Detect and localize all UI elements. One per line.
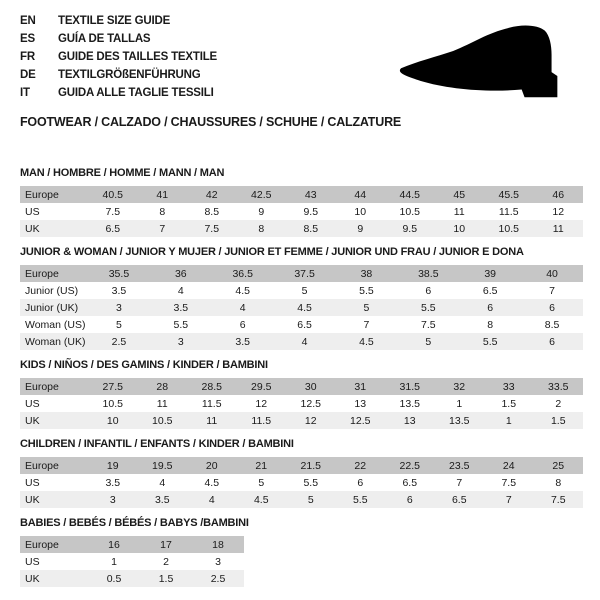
size-cell: 12 [255, 397, 268, 410]
size-cell: 5.5 [352, 493, 368, 506]
size-cell: 8 [555, 476, 562, 489]
size-cell: 3.5 [105, 476, 121, 489]
size-cell: 38.5 [418, 267, 439, 280]
size-cell: 6.5 [482, 284, 498, 297]
size-cell: 28.5 [201, 380, 222, 393]
size-cell: 4.5 [297, 301, 312, 314]
language-code: FR [20, 51, 35, 63]
size-cell: 5 [425, 335, 432, 348]
size-cell: 29.5 [251, 380, 272, 393]
size-cell: 39 [484, 267, 497, 280]
row-label: Woman (US) [25, 318, 86, 331]
row-label: UK [25, 493, 40, 506]
size-cell: 9 [258, 205, 265, 218]
table-row [20, 536, 244, 553]
size-cell: 42 [205, 188, 218, 201]
size-cell: 36 [174, 267, 187, 280]
size-cell: 8.5 [204, 205, 220, 218]
size-cell: 1.5 [501, 397, 517, 410]
size-cell: 17 [160, 538, 172, 551]
size-cell: 6 [549, 335, 555, 348]
row-label: Europe [25, 267, 59, 280]
size-cell: 45 [453, 188, 466, 201]
size-cell: 4.5 [253, 493, 269, 506]
size-cell: 32 [453, 380, 466, 393]
size-cell: 22 [354, 459, 367, 472]
size-cell: 16 [108, 538, 120, 551]
size-cell: 24 [502, 459, 515, 472]
size-table [20, 536, 244, 587]
size-cell: 5.5 [421, 301, 436, 314]
size-cell: 3.5 [173, 301, 189, 314]
size-cell: 11 [552, 222, 564, 235]
language-code: EN [20, 15, 36, 27]
size-cell: 7.5 [421, 318, 436, 331]
row-label: UK [25, 222, 40, 235]
size-cell: 7 [456, 476, 463, 489]
size-cell: 33 [502, 380, 515, 393]
table-row [20, 282, 583, 299]
size-cell: 30 [304, 380, 317, 393]
size-cell: 25 [552, 459, 565, 472]
language-label: GUÍA DE TALLAS [58, 33, 151, 45]
size-cell: 6 [357, 476, 364, 489]
table-row [20, 378, 583, 395]
size-cell: 3 [116, 301, 122, 314]
size-cell: 3.5 [235, 335, 250, 348]
size-cell: 18 [212, 538, 224, 551]
size-cell: 11.5 [251, 414, 272, 427]
size-table [20, 457, 583, 508]
language-label: TEXTILE SIZE GUIDE [58, 15, 171, 27]
size-cell: 2 [163, 555, 169, 568]
size-cell: 12.5 [350, 414, 371, 427]
size-cell: 7.5 [204, 222, 220, 235]
row-label: Europe [25, 188, 59, 201]
size-cell: 1.5 [158, 572, 174, 585]
table-row [20, 203, 583, 220]
size-cell: 7 [363, 318, 370, 331]
tables-container [20, 167, 583, 587]
size-table-title: JUNIOR & WOMAN / JUNIOR Y MUJER / JUNIOR ET FEMME / JUNIOR UND FRAU / JUNIOR E DONA [20, 246, 524, 258]
size-cell: 31 [354, 380, 367, 393]
size-cell: 45.5 [498, 188, 519, 201]
size-cell: 6 [549, 301, 555, 314]
size-table-title: BABIES / BEBÉS / BÉBÉS / BABYS /BAMBINI [20, 517, 249, 529]
size-cell: 28 [156, 380, 169, 393]
size-cell: 43 [304, 188, 317, 201]
size-cell: 3 [177, 335, 184, 348]
table-row [20, 412, 583, 429]
language-label: TEXTILGRÖßENFÜHRUNG [58, 69, 201, 81]
size-cell: 2.5 [111, 335, 127, 348]
size-cell: 7.5 [550, 493, 566, 506]
row-label: US [25, 555, 40, 568]
size-cell: 3.5 [111, 284, 127, 297]
size-cell: 22.5 [399, 459, 420, 472]
size-table-section [20, 517, 583, 587]
size-cell: 40.5 [102, 188, 123, 201]
size-cell: 4.5 [204, 476, 220, 489]
size-table [20, 378, 583, 429]
row-label: Junior (US) [25, 284, 79, 297]
size-cell: 5.5 [482, 335, 498, 348]
size-cell: 42.5 [251, 188, 272, 201]
size-cell: 19 [106, 459, 119, 472]
size-cell: 13.5 [449, 414, 470, 427]
size-cell: 4.5 [359, 335, 374, 348]
size-table-section [20, 246, 583, 350]
table-row [20, 553, 244, 570]
size-cell: 44 [354, 188, 367, 201]
size-cell: 20 [205, 459, 218, 472]
size-cell: 27.5 [102, 380, 123, 393]
size-cell: 46 [552, 188, 565, 201]
table-row [20, 474, 583, 491]
size-cell: 8 [258, 222, 265, 235]
size-cell: 3 [109, 493, 116, 506]
size-cell: 5.5 [173, 318, 189, 331]
size-cell: 10 [354, 205, 367, 218]
size-cell: 23.5 [449, 459, 470, 472]
row-label: Europe [25, 380, 59, 393]
size-cell: 6 [239, 318, 246, 331]
size-table-section [20, 438, 583, 508]
size-cell: 9 [357, 222, 364, 235]
size-cell: 12 [552, 205, 565, 218]
size-cell: 6.5 [451, 493, 467, 506]
size-cell: 7.5 [501, 476, 517, 489]
size-cell: 7 [159, 222, 166, 235]
size-cell: 5 [258, 476, 265, 489]
size-cell: 11 [206, 414, 218, 427]
size-cell: 4 [177, 284, 184, 297]
size-table-title: KIDS / NIÑOS / DES GAMINS / KINDER / BAMBINI [20, 359, 268, 371]
row-label: US [25, 397, 40, 410]
language-label: GUIDE DES TAILLES TEXTILE [58, 51, 217, 63]
size-cell: 1 [111, 555, 117, 568]
size-cell: 5 [363, 301, 370, 314]
size-cell: 31.5 [399, 380, 420, 393]
size-cell: 3 [215, 555, 221, 568]
size-cell: 6.5 [297, 318, 312, 331]
size-cell: 38 [360, 267, 373, 280]
size-cell: 13 [403, 414, 416, 427]
language-code: DE [20, 69, 36, 81]
size-cell: 13.5 [399, 397, 420, 410]
size-cell: 19.5 [152, 459, 173, 472]
shoe-icon [392, 22, 578, 104]
size-cell: 10 [453, 222, 466, 235]
size-table-title: CHILDREN / INFANTIL / ENFANTS / KINDER / BAMBINI [20, 438, 294, 450]
size-cell: 11 [156, 397, 168, 410]
size-cell: 12.5 [300, 397, 321, 410]
size-cell: 2 [555, 397, 562, 410]
row-label: UK [25, 572, 40, 585]
size-cell: 5.5 [359, 284, 374, 297]
language-label: GUIDA ALLE TAGLIE TESSILI [58, 87, 214, 99]
size-cell: 5.5 [303, 476, 319, 489]
row-label: Europe [25, 459, 59, 472]
size-cell: 8.5 [544, 318, 560, 331]
size-table [20, 265, 583, 350]
size-cell: 7 [505, 493, 512, 506]
size-cell: 1.5 [550, 414, 566, 427]
row-label: Woman (UK) [25, 335, 86, 348]
size-cell: 2.5 [210, 572, 226, 585]
size-cell: 7.5 [105, 205, 121, 218]
size-cell: 1 [505, 414, 512, 427]
table-row [20, 491, 583, 508]
size-cell: 5 [301, 284, 308, 297]
language-code: IT [20, 87, 30, 99]
table-row [20, 316, 583, 333]
size-cell: 10 [106, 414, 119, 427]
row-label: Junior (UK) [25, 301, 79, 314]
size-cell: 40 [546, 267, 558, 280]
size-cell: 35.5 [108, 267, 130, 280]
size-cell: 21 [255, 459, 268, 472]
size-cell: 4 [239, 301, 246, 314]
size-cell: 12 [304, 414, 317, 427]
size-cell: 8 [487, 318, 494, 331]
size-table-section [20, 359, 583, 429]
table-row [20, 395, 583, 412]
size-table [20, 186, 583, 237]
size-cell: 5 [307, 493, 314, 506]
size-cell: 6 [425, 284, 432, 297]
size-cell: 6 [487, 301, 494, 314]
table-row [20, 299, 583, 316]
size-cell: 8 [159, 205, 166, 218]
size-cell: 6 [406, 493, 413, 506]
size-cell: 4 [301, 335, 308, 348]
size-cell: 4.5 [235, 284, 250, 297]
size-cell: 0.5 [106, 572, 122, 585]
size-cell: 9.5 [303, 205, 319, 218]
size-cell: 5 [116, 318, 122, 331]
size-cell: 8.5 [303, 222, 319, 235]
size-cell: 10.5 [152, 414, 173, 427]
size-cell: 11.5 [201, 397, 222, 410]
size-cell: 6.5 [105, 222, 121, 235]
language-code: ES [20, 33, 35, 45]
size-cell: 1 [456, 397, 463, 410]
size-cell: 21.5 [300, 459, 321, 472]
row-label: UK [25, 414, 40, 427]
size-cell: 41 [156, 188, 169, 201]
row-label: Europe [25, 538, 59, 551]
size-cell: 36.5 [232, 267, 253, 280]
size-cell: 10.5 [399, 205, 420, 218]
table-row [20, 265, 583, 282]
size-table-section [20, 167, 583, 237]
size-table-title: MAN / HOMBRE / HOMME / MANN / MAN [20, 167, 225, 179]
size-cell: 4 [159, 476, 166, 489]
table-row [20, 220, 583, 237]
size-cell: 4 [208, 493, 215, 506]
table-row [20, 570, 244, 587]
size-cell: 9.5 [402, 222, 418, 235]
size-cell: 44.5 [399, 188, 420, 201]
size-cell: 33.5 [548, 380, 569, 393]
size-cell: 11 [453, 205, 465, 218]
size-cell: 10.5 [102, 397, 123, 410]
size-cell: 7 [549, 284, 555, 297]
size-cell: 3.5 [154, 493, 170, 506]
category-heading: FOOTWEAR / CALZADO / CHAUSSURES / SCHUHE / CALZATURE [20, 115, 402, 129]
row-label: US [25, 205, 40, 218]
table-row [20, 457, 583, 474]
row-label: US [25, 476, 40, 489]
size-cell: 6.5 [402, 476, 418, 489]
size-cell: 37.5 [294, 267, 315, 280]
table-row [20, 333, 583, 350]
size-cell: 11.5 [498, 205, 519, 218]
table-row [20, 186, 583, 203]
size-cell: 13 [354, 397, 367, 410]
size-cell: 10.5 [498, 222, 519, 235]
